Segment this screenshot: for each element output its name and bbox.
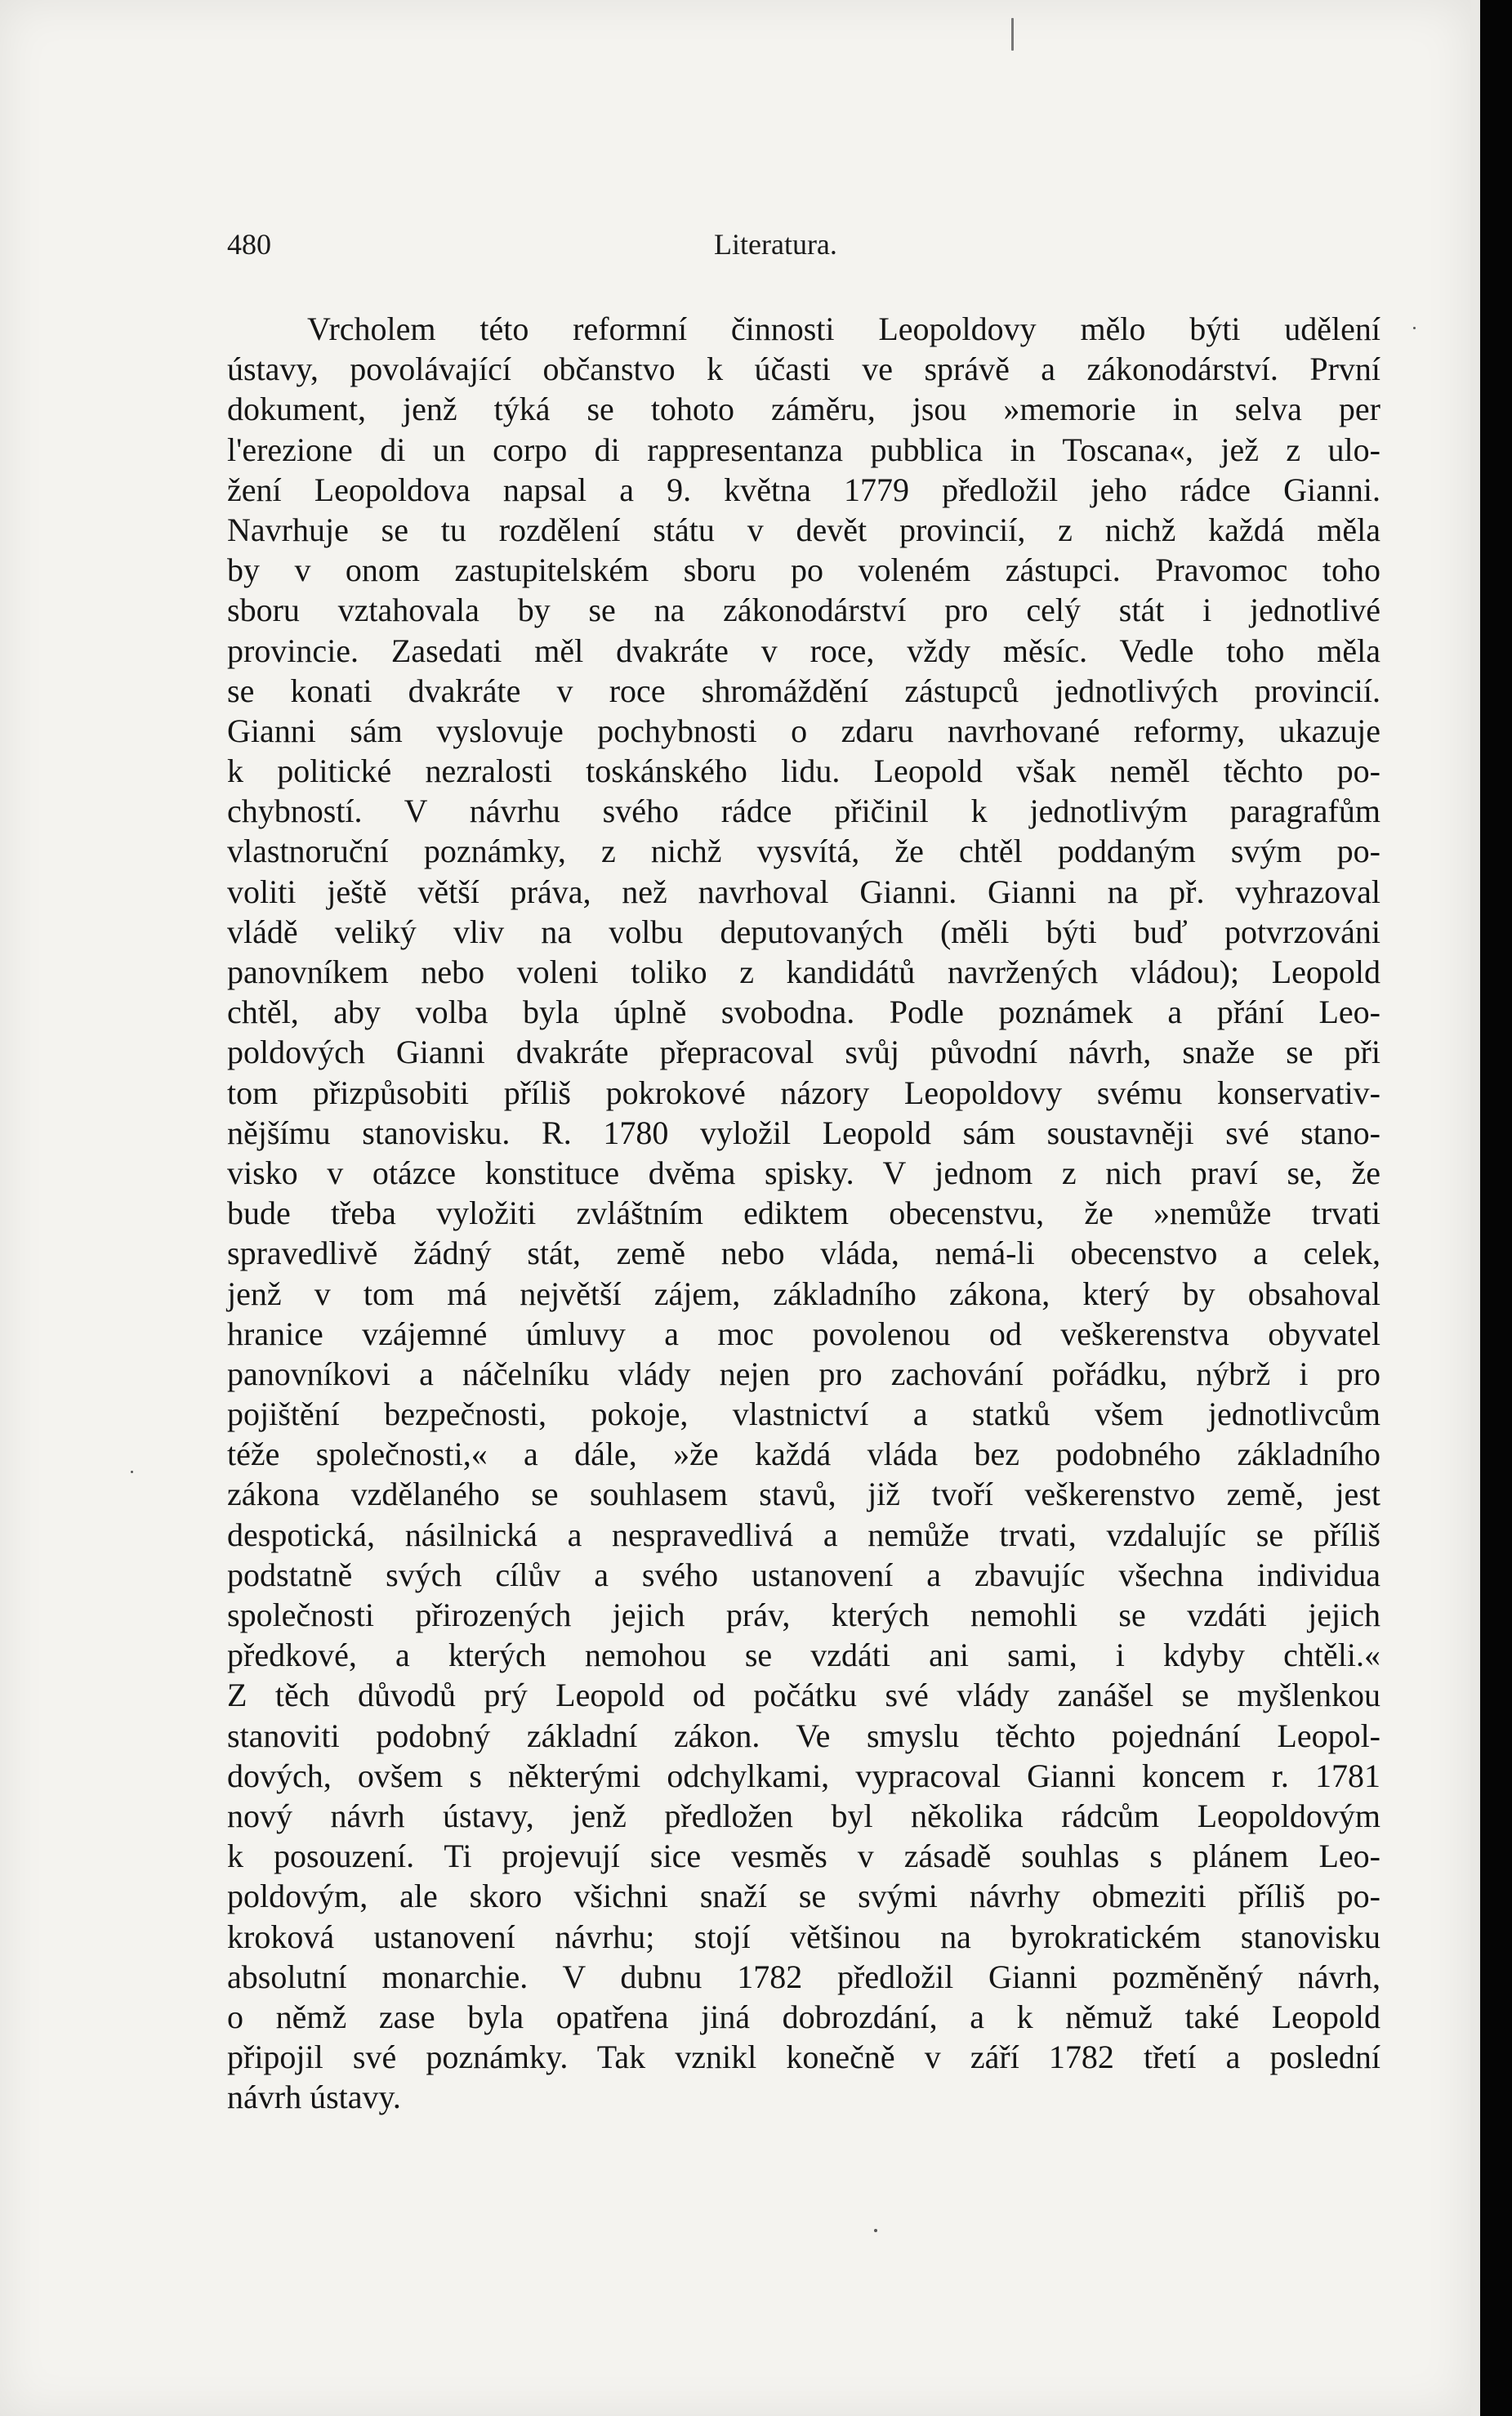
scan-speck xyxy=(874,2229,877,2232)
scan-border xyxy=(1480,0,1512,2416)
text-line: absolutní monarchie. V dubnu 1782 předložil Gianni pozměněný návrh, xyxy=(227,1958,1380,1995)
text-line: jenž v tom má největší zájem, základního zákona, který by obsahoval xyxy=(227,1275,1380,1312)
text-line: připojil své poznámky. Tak vznikl konečně v září 1782 třetí a poslední xyxy=(227,2039,1380,2076)
text-line: kroková ustanovení návrhu; stojí většinou na byrokratickém stanovisku xyxy=(227,1918,1380,1955)
text-line: návrh ústavy. xyxy=(227,2079,401,2116)
text-line: despotická, násilnická a nespravedlivá a nemůže trvati, vzdalujíc se příliš xyxy=(227,1516,1380,1553)
text-line: spravedlivě žádný stát, země nebo vláda, nemá-li obecenstvo a celek, xyxy=(227,1235,1380,1272)
text-line: k politické nezralosti toskánského lidu. Leopold však neměl těchto po- xyxy=(227,752,1380,790)
text-line: chtěl, aby volba byla úplně svobodna. Podle poznámek a přání Leo- xyxy=(227,994,1380,1031)
text-line: Gianni sám vyslovuje pochybnosti o zdaru navrhované reformy, ukazuje xyxy=(227,712,1380,749)
body-paragraph xyxy=(227,309,1380,2117)
text-line: téže společnosti,« a dále, »že každá vláda bez podobného základního xyxy=(227,1436,1380,1473)
text-line: se konati dvakráte v roce shromáždění zástupců jednotlivých provincií. xyxy=(227,672,1380,709)
running-head: Literatura. xyxy=(714,228,837,261)
text-line: pojištění bezpečnosti, pokoje, vlastnictví a statků všem jednotlivcům xyxy=(227,1396,1380,1433)
scan-speck xyxy=(131,1471,133,1473)
text-line: zákona vzdělaného se souhlasem stavů, již tvoří veškerenstvo země, jest xyxy=(227,1476,1380,1513)
text-line: Z těch důvodů prý Leopold od počátku své vlády zanášel se myšlenkou xyxy=(227,1677,1380,1714)
text-line: dokument, jenž týká se tohoto záměru, jsou »memorie in selva per xyxy=(227,391,1380,428)
text-line: voliti ještě větší práva, než navrhoval Gianni. Gianni na př. vyhrazoval xyxy=(227,873,1380,910)
text-line: Navrhuje se tu rozdělení státu v devět provincií, z nichž každá měla xyxy=(227,511,1380,548)
scan-edge xyxy=(1470,0,1480,2416)
text-line: visko v otázce konstituce dvěma spisky. V jednom z nich praví se, že xyxy=(227,1154,1380,1191)
text-line: o němž zase byla opatřena jiná dobrozdání, a k němuž také Leopold xyxy=(227,1998,1380,2035)
text-line: dových, ovšem s některými odchylkami, vypracoval Gianni koncem r. 1781 xyxy=(227,1757,1380,1794)
text-line: panovníkem nebo voleni toliko z kandidátů navržených vládou); Leopold xyxy=(227,953,1380,990)
text-line: l'erezione di un corpo di rappresentanza pubblica in Toscana«, jež z ulo- xyxy=(227,431,1380,468)
text-line: by v onom zastupitelském sboru po voleném zástupci. Pravomoc toho xyxy=(227,552,1380,589)
text-line: tom přizpůsobiti příliš pokrokové názory Leopoldovy svému konservativ- xyxy=(227,1074,1380,1111)
text-line: předkové, a kterých nemohou se vzdáti ani sami, i kdyby chtěli.« xyxy=(227,1637,1380,1674)
page-header xyxy=(227,227,1387,276)
text-line: nějšímu stanovisku. R. 1780 vyložil Leopold sám soustavněji své stano- xyxy=(227,1114,1380,1151)
text-line: stanoviti podobný základní zákon. Ve smyslu těchto pojednání Leopol- xyxy=(227,1717,1380,1754)
scan-speck xyxy=(1413,327,1416,329)
text-line: vlastnoruční poznámky, z nichž vysvítá, že chtěl poddaným svým po- xyxy=(227,833,1380,870)
text-line: žení Leopoldova napsal a 9. května 1779 předložil jeho rádce Gianni. xyxy=(227,471,1380,508)
text-line: chybností. V návrhu svého rádce přičinil k jednotlivým paragrafům xyxy=(227,793,1380,830)
text-line: poldovým, ale skoro všichni snaží se svými návrhy obmeziti příliš po- xyxy=(227,1878,1380,1915)
text-line: hranice vzájemné úmluvy a moc povolenou od veškerenstva obyvatel xyxy=(227,1315,1380,1352)
text-line: provincie. Zasedati měl dvakráte v roce, vždy měsíc. Vedle toho měla xyxy=(227,632,1380,669)
text-line: nový návrh ústavy, jenž předložen byl několika rádcům Leopoldovým xyxy=(227,1797,1380,1834)
text-line: poldových Gianni dvakráte přepracoval svůj původní návrh, snaže se při xyxy=(227,1034,1380,1071)
text-line: společnosti přirozených jejich práv, kterých nemohli se vzdáti jejich xyxy=(227,1597,1380,1633)
text-line: podstatně svých cílův a svého ustanovení a zbavujíc všechna individua xyxy=(227,1556,1380,1593)
text-line: panovníkovi a náčelníku vlády nejen pro zachování pořádku, nýbrž i pro xyxy=(227,1355,1380,1392)
text-line: ústavy, povolávající občanstvo k účasti ve správě a zákonodárství. První xyxy=(227,351,1380,388)
text-line: Vrcholem této reformní činnosti Leopoldovy mělo býti udělení xyxy=(307,310,1380,347)
text-line: bude třeba vyložiti zvláštním ediktem obecenstvu, že »nemůže trvati xyxy=(227,1195,1380,1232)
text-line: sboru vztahovala by se na zákonodárství pro celý stát i jednotlivé xyxy=(227,592,1380,629)
text-line: k posouzení. Ti projevují sice vesměs v zásadě souhlas s plánem Leo- xyxy=(227,1838,1380,1875)
text-line: vládě veliký vliv na volbu deputovaných (měli býti buď potvrzováni xyxy=(227,913,1380,950)
scan-speck xyxy=(1011,18,1014,51)
page-number: 480 xyxy=(227,228,271,261)
